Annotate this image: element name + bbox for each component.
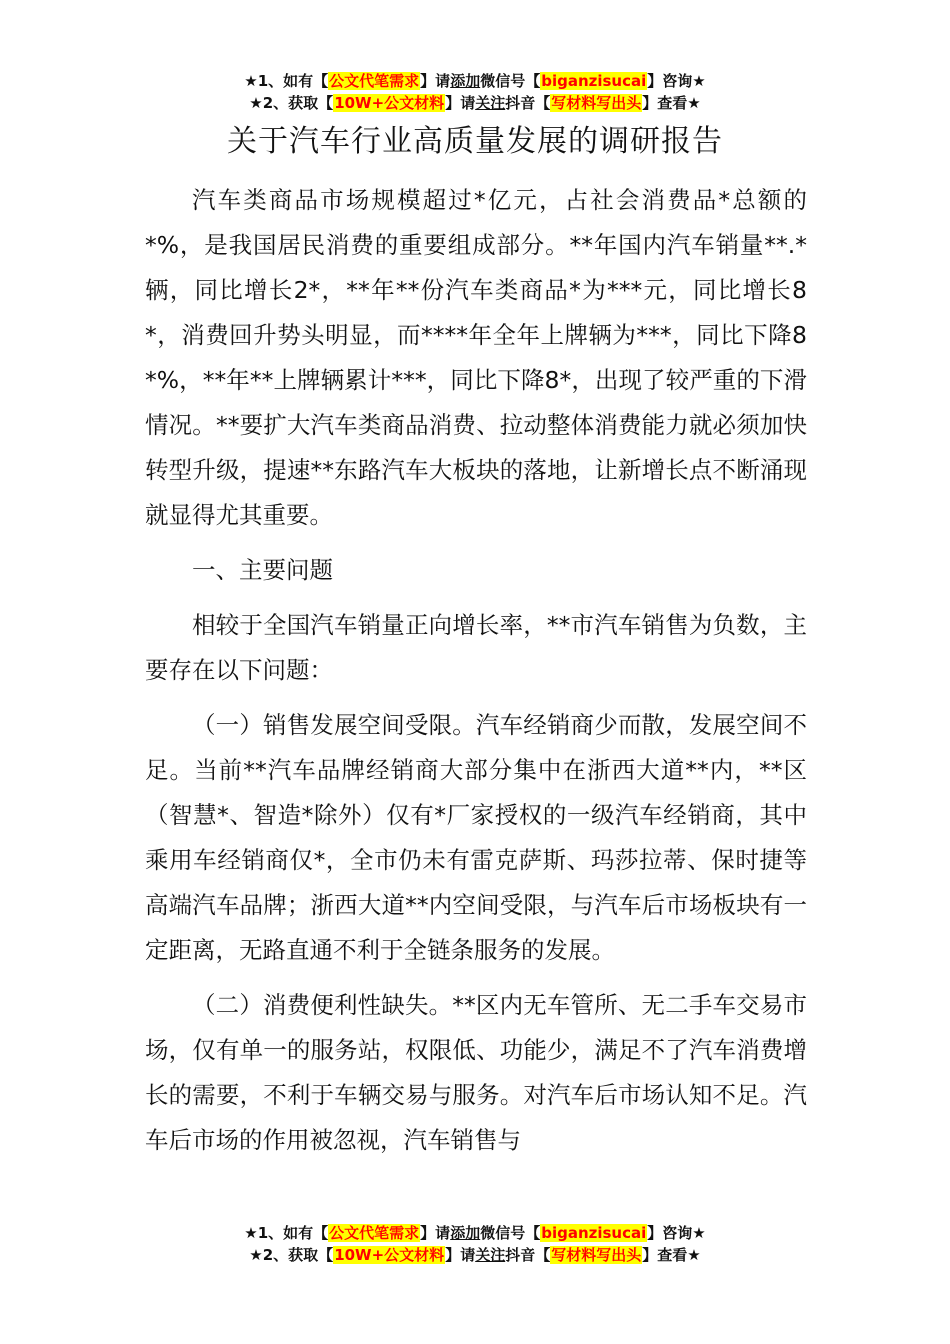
promo-douyin-account: 写材料写出头 <box>551 1246 642 1264</box>
promo-highlight: 10W+公文材料 <box>334 1246 445 1264</box>
promo-douyin-account: 写材料写出头 <box>551 94 642 112</box>
promo-highlight: 10W+公文材料 <box>334 94 445 112</box>
paragraph-intro: 汽车类商品市场规模超过*亿元，占社会消费品*总额的*%，是我国居民消费的重要组成部分。**年国内汽车销量**.*辆，同比增长2*，**年**份汽车类商品*为***元，同比增长8*，消费回升势头明显，而****年全年上牌辆为***，同比下降8*%，**年**上牌辆累计***，同比下降8*，出现了较严重的下滑情况。**要扩大汽车类商品消费、拉动整体消费能力就必须加快转型升级，提速**东路汽车大板块的落地，让新增长点不断涌现就显得尤其重要。 <box>145 186 807 529</box>
paragraph: （二）消费便利性缺失。**区内无车管所、无二手车交易市场，仅有单一的服务站，权限低、功能少，满足不了汽车消费增长的需要，不利于车辆交易与服务。对汽车后市场认知不足。汽车后市场的作用被忽视，汽车销售与 <box>145 991 807 1154</box>
paragraph: 相较于全国汽车销量正向增长率，**市汽车销售为负数，主要存在以下问题： <box>145 611 807 684</box>
promo-line-1: ★1、如有【公文代笔需求】请添加微信号【biganzisucai】咨询★ <box>244 1224 706 1242</box>
top-promo-banner <box>0 70 950 114</box>
promo-line-2: ★2、获取【10W+公文材料】请关注抖音【写材料写出头】查看★ <box>249 94 701 112</box>
promo-highlight: 公文代笔需求 <box>329 72 420 90</box>
section-heading: 一、主要问题 <box>192 556 333 584</box>
promo-wechat-id: biganzisucai <box>541 1224 647 1242</box>
bottom-promo-banner <box>0 1222 950 1266</box>
paragraph: （一）销售发展空间受限。汽车经销商少而散，发展空间不足。当前**汽车品牌经销商大部分集中在浙西大道**内，**区（智慧*、智造*除外）仅有*厂家授权的一级汽车经销商，其中乘用车经销商仅*，全市仍未有雷克萨斯、玛莎拉蒂、保时捷等高端汽车品牌；浙西大道**内空间受限，与汽车后市场板块有一定距离，无路直通不利于全链条服务的发展。 <box>145 711 807 964</box>
document-body <box>145 178 807 1173</box>
document-title: 关于汽车行业高质量发展的调研报告 <box>227 124 723 159</box>
promo-line-1: ★1、如有【公文代笔需求】请添加微信号【biganzisucai】咨询★ <box>244 72 706 90</box>
promo-highlight: 公文代笔需求 <box>329 1224 420 1242</box>
promo-wechat-id: biganzisucai <box>541 72 647 90</box>
promo-line-2: ★2、获取【10W+公文材料】请关注抖音【写材料写出头】查看★ <box>249 1246 701 1264</box>
